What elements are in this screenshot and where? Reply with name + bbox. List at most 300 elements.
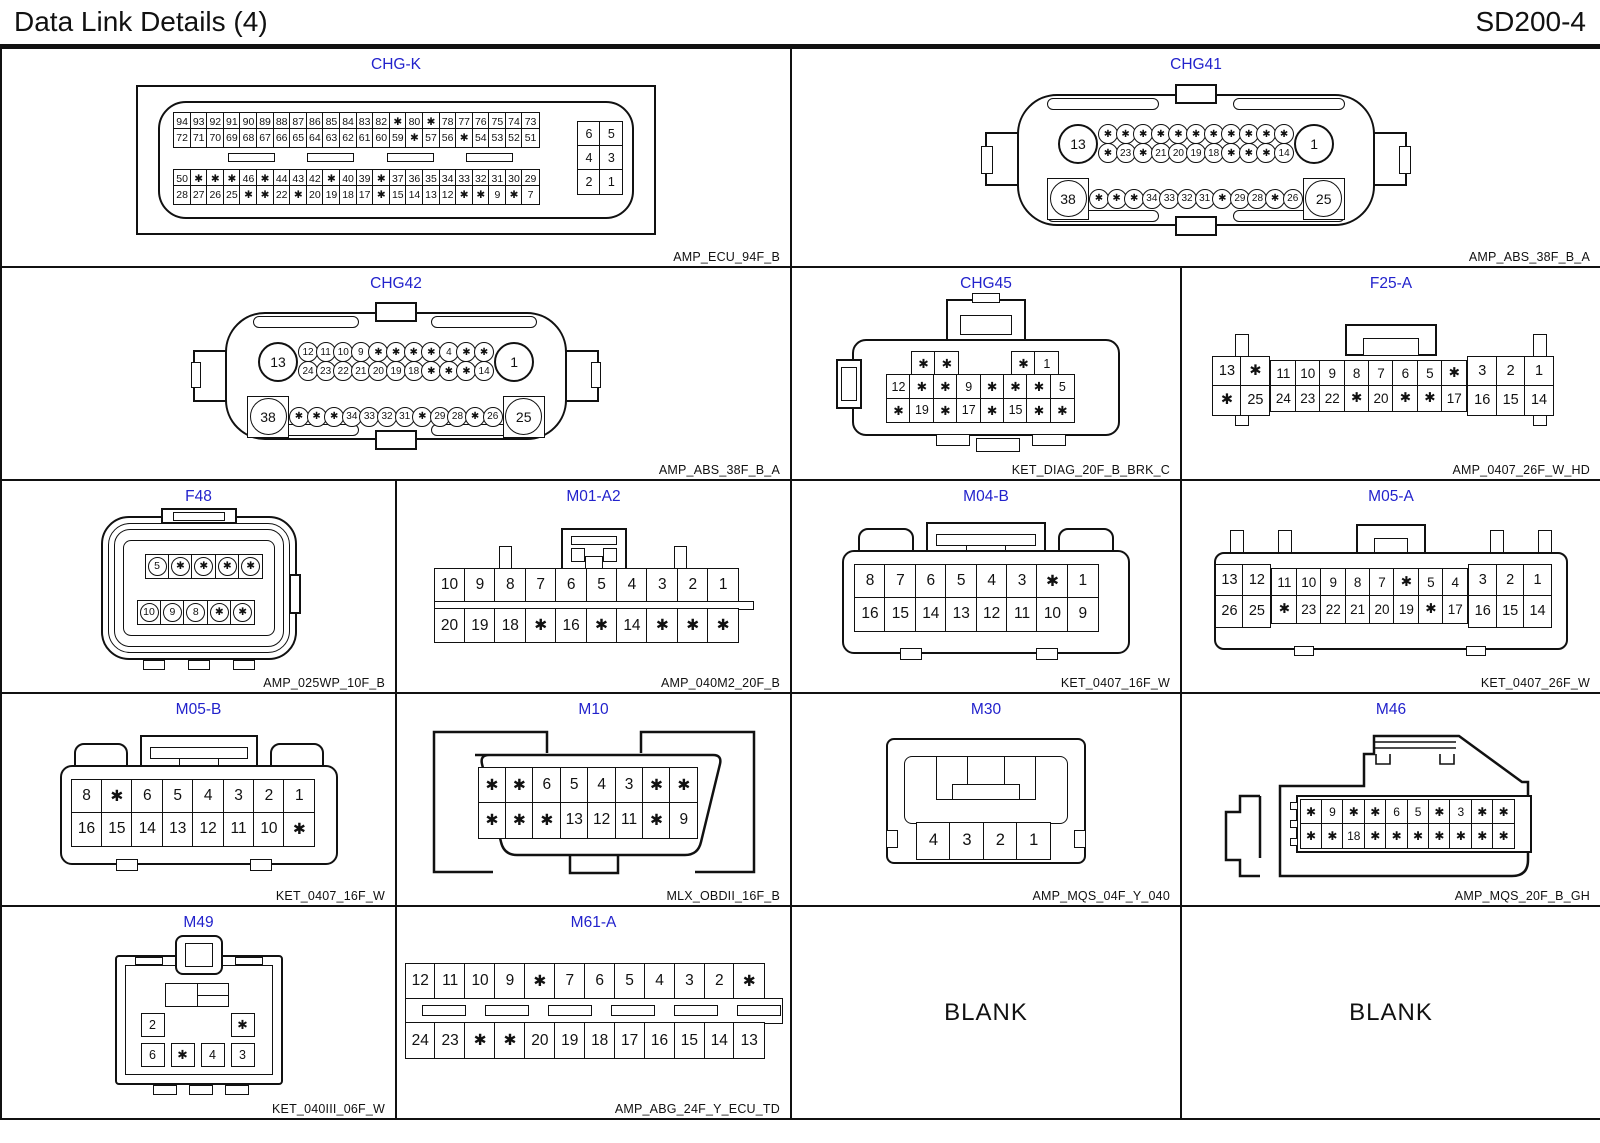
pin-17: 17 [1441,385,1467,412]
pin-7: 7 [1368,360,1394,387]
pin-11: 11 [1271,568,1297,597]
pin-5: 5 [560,767,589,804]
pin-10: 10 [434,568,466,603]
pin-35: 35 [422,169,440,189]
pin-star: ✱ [733,963,765,1000]
pin-57: 57 [422,128,440,148]
pin-star: ✱ [474,342,494,362]
pin-star: ✱ [1107,189,1127,209]
pin-star: ✱ [168,554,193,579]
pin-6: 6 [1385,799,1408,825]
pin-24: 24 [1270,385,1296,412]
connector-part-label: AMP_040M2_20F_B [660,676,780,690]
pin-82: 82 [372,112,390,132]
connector-drawing-m05-a [1214,522,1568,656]
pin-7: 7 [525,568,557,603]
pin-5: 5 [945,564,977,599]
pin-19: 19 [909,398,934,423]
top-latch-inner [960,315,1012,335]
pin-star: ✱ [1133,124,1153,144]
pin-14: 14 [405,185,423,205]
pin-19: 19 [386,361,406,381]
pin-7: 7 [521,185,539,205]
pin-star: ✱ [231,1013,255,1037]
pin-13: 13 [733,1022,765,1059]
side-tab [289,574,301,614]
pin-22: 22 [1320,595,1346,624]
top-latch [1175,84,1217,104]
pin-32: 32 [377,407,397,427]
pin-27: 27 [190,185,208,205]
pin-78: 78 [439,112,457,132]
pin-52: 52 [505,128,523,148]
pin-5: 5 [599,121,623,147]
pin-36: 36 [405,169,423,189]
pin-51: 51 [521,128,539,148]
pin-13: 13 [1215,564,1244,597]
top-latch-inner [603,548,617,562]
pin-26: 26 [1283,189,1303,209]
pin-14: 14 [1523,595,1552,628]
pin-star: ✱ [324,407,344,427]
pin-84: 84 [339,112,357,132]
pin-53: 53 [488,128,506,148]
pin-1: 1 [707,568,739,603]
pin-23: 23 [1296,595,1322,624]
pin-26: 26 [206,185,224,205]
pin-67: 67 [256,128,274,148]
pin-3: 3 [1006,564,1038,599]
pin-9: 9 [351,342,371,362]
pin-7: 7 [1369,568,1395,597]
pin-star: ✱ [171,1043,195,1067]
pin-star: ✱ [909,374,934,399]
pin-star: ✱ [421,342,441,362]
pin-94: 94 [173,112,191,132]
connector-title: F25-A [1369,275,1413,292]
pin-star: ✱ [464,1022,496,1059]
pin-31: 31 [395,407,415,427]
connector-drawing-m61-a [402,963,786,1067]
bottom-foot [233,660,255,670]
connector-drawing-m05-b [58,729,340,875]
panel-chg41 [792,49,1600,268]
pin-star: ✱ [532,802,561,839]
connector-title: F48 [185,488,212,505]
pin-16: 16 [1468,595,1497,628]
pin-star: ✱ [934,351,959,376]
connector-part-label: AMP_ABG_24F_Y_ECU_TD [614,1102,780,1116]
pin-17: 17 [1442,595,1468,624]
pin-star: ✱ [478,802,507,839]
pin-40: 40 [339,169,357,189]
pin-28: 28 [173,185,191,205]
pin-16: 16 [71,812,103,847]
connector-title: M10 [578,701,609,718]
pin-50: 50 [173,169,191,189]
pin-29: 29 [521,169,539,189]
pin-star: ✱ [1133,143,1153,163]
pin-8: 8 [854,564,886,599]
pin-star: ✱ [1418,595,1444,624]
pin-23: 23 [316,361,336,381]
top-latch-inner [173,512,225,521]
pin-3: 3 [949,822,984,860]
connector-part-label: AMP_ABS_38F_B_A [658,463,780,477]
pin-1: 1 [1294,124,1334,164]
top-latch-inner [185,943,213,967]
connector-drawing-f48 [99,508,299,670]
pin-18: 18 [1342,823,1365,849]
pin-star: ✱ [911,351,936,376]
pin-3: 3 [646,568,678,603]
pin-star: ✱ [1364,823,1387,849]
pin-star: ✱ [1050,398,1075,423]
pin-1: 1 [1524,356,1554,387]
pin-4: 4 [644,963,676,1000]
pin-15: 15 [1003,398,1028,423]
pin-star: ✱ [289,185,307,205]
pin-star: ✱ [439,361,459,381]
panel-chg45 [792,268,1182,481]
pin-2: 2 [253,779,285,814]
pin-3: 3 [1467,356,1497,387]
pin-star: ✱ [1098,143,1118,163]
pin-star: ✱ [207,600,232,625]
pin-star: ✱ [1151,124,1171,144]
pin-star: ✱ [1003,374,1028,399]
panel-blank-2 [1182,907,1600,1120]
pin-2: 2 [704,963,736,1000]
pin-54: 54 [472,128,490,148]
pin-star: ✱ [422,112,440,132]
pin-3: 3 [231,1043,255,1067]
pin-11: 11 [1270,360,1296,387]
connector-drawing-m01-a2 [429,528,759,650]
pin-9: 9 [494,963,526,1000]
pin-star: ✱ [1204,124,1224,144]
connector-part-label: AMP_MQS_20F_B_GH [1454,889,1590,903]
pin-4: 4 [616,568,648,603]
pin-2: 2 [677,568,709,603]
pin-8: 8 [183,600,208,625]
side-plug [191,362,201,388]
pin-12: 12 [405,963,437,1000]
pin-star: ✱ [283,812,315,847]
panel-blank-1 [792,907,1182,1120]
keying-tab [307,153,354,162]
pin-15: 15 [1496,385,1526,416]
band-slot [422,1005,466,1016]
pin-33: 33 [359,407,379,427]
pin-92: 92 [206,112,224,132]
pin-3: 3 [674,963,706,1000]
inner-tab [952,784,1020,800]
pin-12: 12 [439,185,457,205]
bottom-foot [976,438,1020,452]
pin-8: 8 [1344,360,1370,387]
pin-4: 4 [192,779,224,814]
pin-20: 20 [306,185,324,205]
keying-tab [387,153,434,162]
pin-star: ✱ [980,374,1005,399]
pin-star: ✱ [1221,143,1241,163]
pin-star: ✱ [1471,799,1494,825]
pin-16: 16 [854,597,886,632]
connector-grid [0,49,1600,1120]
pin-29: 29 [1230,189,1250,209]
page-code: SD200-4 [1475,6,1586,37]
pin-4: 4 [201,1043,225,1067]
pin-9: 9 [956,374,981,399]
panel-m49 [2,907,397,1120]
pin-70: 70 [206,128,224,148]
pin-6: 6 [584,963,616,1000]
pin-star: ✱ [368,342,388,362]
pin-73: 73 [521,112,539,132]
pin-star: ✱ [230,600,255,625]
pin-19: 19 [1186,143,1206,163]
bottom-foot [143,660,165,670]
pin-star: ✱ [322,169,340,189]
pin-14: 14 [915,597,947,632]
pin-9: 9 [669,802,698,839]
pin-5: 5 [586,568,618,603]
pin-star: ✱ [1265,189,1285,209]
pin-star: ✱ [372,185,390,205]
pin-8: 8 [1345,568,1371,597]
top-latch-inner [571,548,585,562]
pin-14: 14 [1524,385,1554,416]
pin-star: ✱ [1098,124,1118,144]
pin-star: ✱ [1168,124,1188,144]
pin-star: ✱ [669,767,698,804]
connector-title: M49 [183,914,214,931]
pin-1: 1 [1016,822,1051,860]
pin-5: 5 [1418,568,1444,597]
pin-star: ✱ [1407,823,1430,849]
band-slot [674,1005,718,1016]
pin-75: 75 [488,112,506,132]
bottom-foot [189,1085,213,1095]
pin-21: 21 [1151,143,1171,163]
pin-9: 9 [488,185,506,205]
pin-6: 6 [131,779,163,814]
pin-star: ✱ [389,112,407,132]
pin-3: 3 [1449,799,1472,825]
pin-22: 22 [273,185,291,205]
pin-13: 13 [945,597,977,632]
top-slot [1047,98,1159,110]
side-notch [1290,802,1298,810]
side-plug [1399,146,1411,174]
pin-10: 10 [253,812,285,847]
connector-drawing-chg45 [836,293,1136,458]
pin-13: 13 [422,185,440,205]
pin-42: 42 [306,169,324,189]
panel-f25-a [1182,268,1600,481]
pin-11: 11 [1006,597,1038,632]
bottom-foot [225,1085,249,1095]
top-bar [135,957,163,965]
pin-25: 25 [223,185,241,205]
bottom-foot [188,660,210,670]
band-slot [737,1005,781,1016]
pin-15: 15 [884,597,916,632]
connector-part-label: KET_0407_26F_W [1480,676,1590,690]
connector-part-label: AMP_0407_26F_W_HD [1452,463,1590,477]
pin-3: 3 [223,779,255,814]
panel-m05-b [2,694,397,907]
pin-12: 12 [298,342,318,362]
connector-part-label: AMP_ABS_38F_B_A [1468,250,1590,264]
connector-drawing-m46 [1224,724,1559,879]
connector-title: M61-A [570,914,617,931]
pin-4: 4 [916,822,951,860]
pin-10: 10 [1296,568,1322,597]
pin-star: ✱ [524,963,556,1000]
pin-6: 6 [577,121,601,147]
pin-3: 3 [599,145,623,171]
pin-star: ✱ [642,767,671,804]
pin-31: 31 [488,169,506,189]
pin-star: ✱ [1124,189,1144,209]
pin-34: 34 [439,169,457,189]
pin-1: 1 [599,169,623,195]
pin-5: 5 [1417,360,1443,387]
bottom-foot [153,1085,177,1095]
bottom-foot [116,859,138,871]
pin-star: ✱ [980,398,1005,423]
pin-4: 4 [439,342,459,362]
pin-20: 20 [434,608,466,643]
top-slot [431,316,537,328]
pin-72: 72 [173,128,191,148]
pin-12: 12 [976,597,1008,632]
panel-m05-a [1182,481,1600,694]
pin-56: 56 [439,128,457,148]
connector-part-label: MLX_OBDII_16F_B [666,889,780,903]
pin-9: 9 [464,568,496,603]
pin-17: 17 [356,185,374,205]
pin-star: ✱ [238,554,263,579]
pin-star: ✱ [1417,385,1443,412]
pin-star: ✱ [886,398,911,423]
pin-9: 9 [1321,799,1344,825]
connector-drawing-m10 [429,727,759,877]
pin-32: 32 [472,169,490,189]
connector-title: CHG42 [370,275,422,292]
pin-2: 2 [1496,356,1526,387]
pin-star: ✱ [933,374,958,399]
pin-6: 6 [532,767,561,804]
panel-chg42 [2,268,792,481]
panel-m01-a2 [397,481,792,694]
pin-21: 21 [351,361,371,381]
pin-star: ✱ [494,1022,526,1059]
pin-star: ✱ [642,802,671,839]
pin-30: 30 [505,169,523,189]
top-tab [499,546,512,570]
pin-star: ✱ [215,554,240,579]
side-latch [1074,830,1086,848]
pin-star: ✱ [256,185,274,205]
pin-star: ✱ [1364,799,1387,825]
side-notch [1290,838,1298,846]
pin-4: 4 [1442,568,1468,597]
pin-25: 25 [503,396,545,438]
band-slot [611,1005,655,1016]
top-bar [235,957,263,965]
pin-star: ✱ [1344,385,1370,412]
pin-star: ✱ [456,342,476,362]
pin-star: ✱ [455,128,473,148]
pin-62: 62 [339,128,357,148]
pin-15: 15 [1496,595,1525,628]
pin-star: ✱ [307,407,327,427]
connector-title: CHG45 [960,275,1012,292]
pin-71: 71 [190,128,208,148]
connector-title: M30 [970,701,1002,718]
pin-5: 5 [162,779,194,814]
band-slot [548,1005,592,1016]
pin-star: ✱ [455,185,473,205]
pin-star: ✱ [1321,823,1344,849]
pin-37: 37 [389,169,407,189]
pin-star: ✱ [1186,124,1206,144]
pin-star: ✱ [1011,351,1036,376]
pin-80: 80 [405,112,423,132]
pin-star: ✱ [386,342,406,362]
pin-68: 68 [239,128,257,148]
pin-16: 16 [1467,385,1497,416]
pin-10: 10 [333,342,353,362]
pin-23: 23 [434,1022,466,1059]
pin-34: 34 [1142,189,1162,209]
connector-part-label: KET_0407_16F_W [1060,676,1170,690]
pin-90: 90 [239,112,257,132]
pin-89: 89 [256,112,274,132]
connector-title: M46 [1375,701,1407,718]
pin-26: 26 [1215,595,1244,628]
pin-2: 2 [577,169,601,195]
pin-13: 13 [1058,124,1098,164]
pin-13: 13 [258,342,298,382]
pin-15: 15 [389,185,407,205]
pin-12: 12 [587,802,616,839]
pin-12: 12 [886,374,911,399]
pin-83: 83 [356,112,374,132]
pin-star: ✱ [1212,385,1242,416]
connector-drawing-f25-a [1195,322,1587,430]
pin-1: 1 [1034,351,1059,376]
pin-33: 33 [455,169,473,189]
panel-m10 [397,694,792,907]
top-tab [674,546,687,570]
pin-13: 13 [1212,356,1242,387]
connector-title: M05-B [175,701,222,718]
pin-star: ✱ [1342,799,1365,825]
pin-star: ✱ [223,169,241,189]
pin-5: 5 [614,963,646,1000]
side-plug-inner [841,367,857,401]
pin-61: 61 [356,128,374,148]
connector-title: CHG-K [371,56,421,73]
pin-18: 18 [584,1022,616,1059]
pin-star: ✱ [1256,143,1276,163]
pin-star: ✱ [412,407,432,427]
pin-7: 7 [554,963,586,1000]
